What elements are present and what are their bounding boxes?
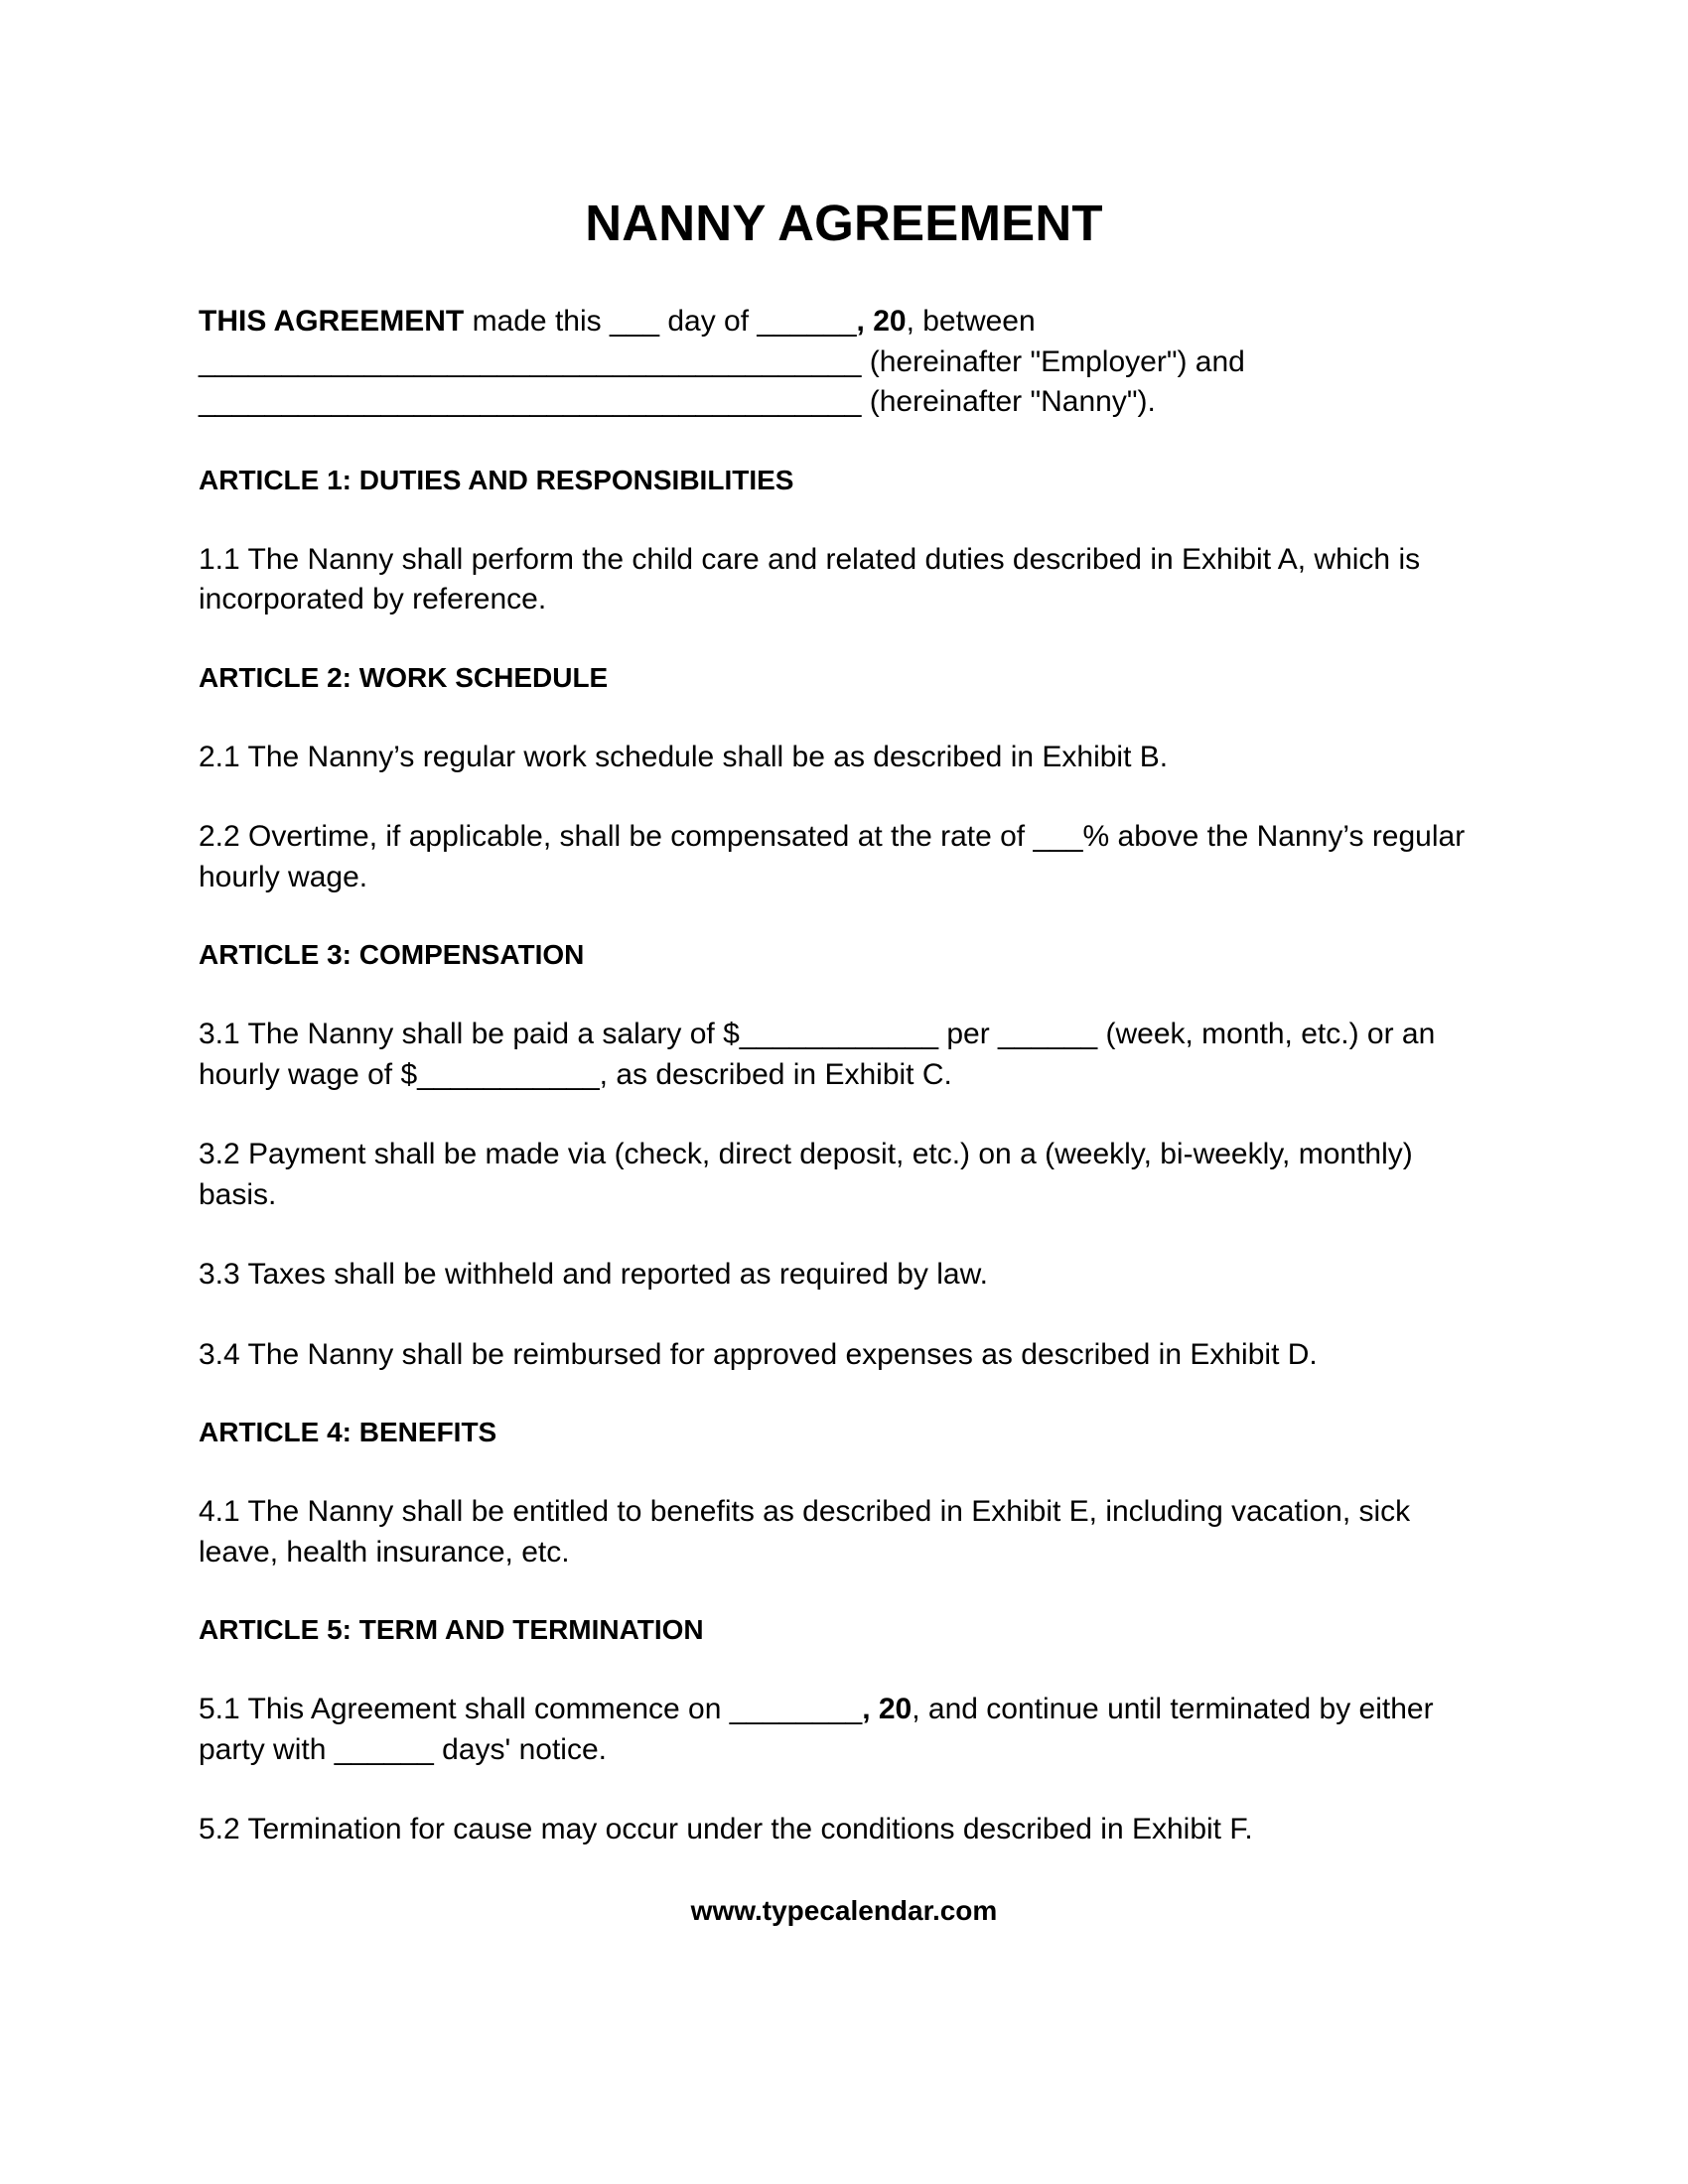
document-body	[199, 189, 1489, 1850]
article-3-heading: ARTICLE 3: COMPENSATION	[199, 939, 585, 970]
intro-year-bold: , 20	[856, 305, 907, 338]
clause-3-4: 3.4 The Nanny shall be reimbursed for approved expenses as described in Exhibit D.	[199, 1337, 1318, 1371]
clause-3-3: 3.3 Taxes shall be withheld and reported as required by law.	[199, 1258, 988, 1291]
intro-nanny-line: ________________________________________ (hereinafter "Nanny").	[199, 385, 1156, 418]
clause-2-2: 2.2 Overtime, if applicable, shall be compensated at the rate of ___% above the Nanny’s regular hourly wage.	[199, 820, 1466, 893]
footer-website: www.typecalendar.com	[690, 1895, 998, 1926]
article-5-heading: ARTICLE 5: TERM AND TERMINATION	[199, 1614, 704, 1645]
clause-2-1: 2.1 The Nanny’s regular work schedule shall be as described in Exhibit B.	[199, 740, 1169, 773]
clause-5-1-before: 5.1 This Agreement shall commence on ________	[199, 1693, 863, 1725]
clause-3-1: 3.1 The Nanny shall be paid a salary of $____________ per ______ (week, month, etc.) or an hourly wage of $___________, as described in Exhibit C.	[199, 1018, 1436, 1091]
clause-5-1-after: , and continue until terminated by either party with ______ days' notice.	[199, 1693, 1434, 1766]
clause-3-2: 3.2 Payment shall be made via (check, direct deposit, etc.) on a (weekly, bi-weekly, monthly) basis.	[199, 1138, 1413, 1211]
intro-employer-line: ________________________________________ (hereinafter "Employer") and	[199, 344, 1245, 378]
document-title: NANNY AGREEMENT	[585, 195, 1103, 251]
intro-lead-bold: THIS AGREEMENT	[199, 305, 465, 338]
article-1-heading: ARTICLE 1: DUTIES AND RESPONSIBILITIES	[199, 464, 794, 495]
intro-line-1	[199, 302, 1489, 342]
article-4-heading: ARTICLE 4: BENEFITS	[199, 1417, 497, 1447]
intro-lead-end: , between	[906, 305, 1036, 338]
article-2-heading: ARTICLE 2: WORK SCHEDULE	[199, 661, 609, 693]
intro-lead-text: made this ___ day of ______	[464, 305, 857, 338]
agreement-intro	[199, 302, 1489, 423]
clause-5-2: 5.2 Termination for cause may occur under the conditions described in Exhibit F.	[199, 1813, 1253, 1845]
clause-5-1-year-bold: , 20	[862, 1693, 913, 1725]
clause-4-1: 4.1 The Nanny shall be entitled to benefits as described in Exhibit E, including vacation, sick leave, health insurance, etc.	[199, 1495, 1411, 1569]
clause-1-1: 1.1 The Nanny shall perform the child care and related duties described in Exhibit A, which is incorporated by reference.	[199, 542, 1421, 615]
clause-5-1	[199, 1690, 1489, 1770]
